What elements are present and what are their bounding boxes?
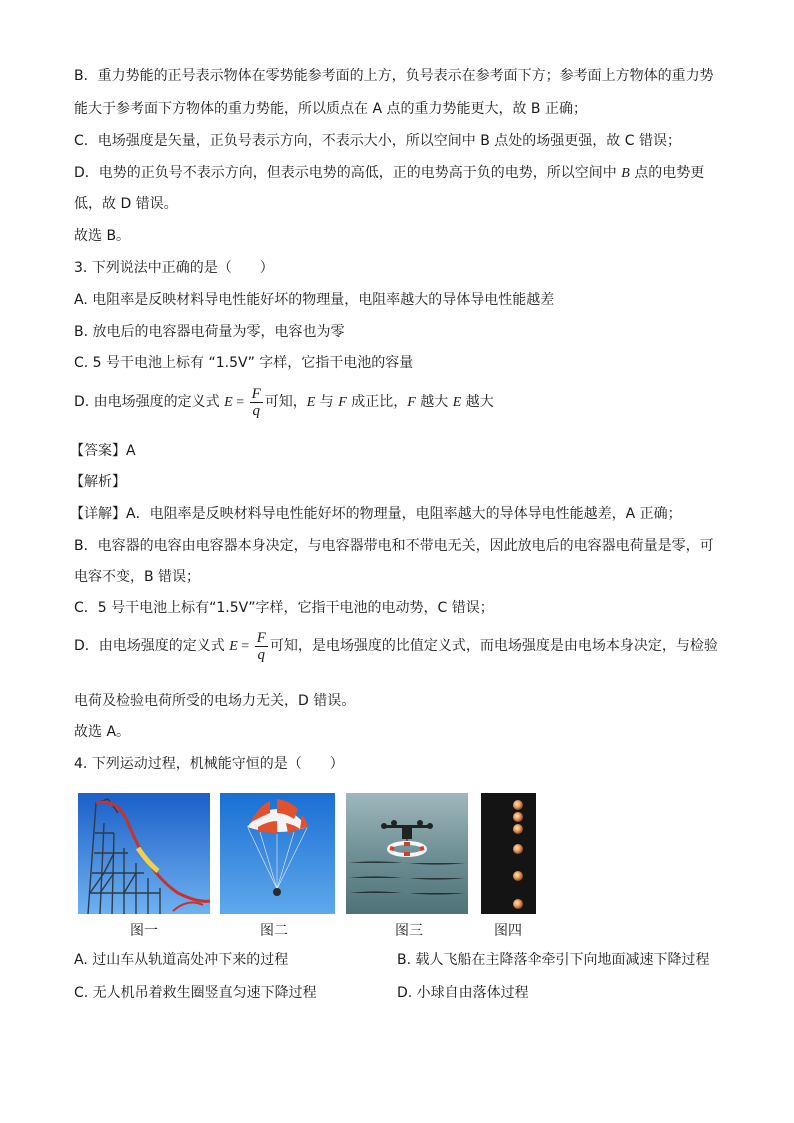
answer-line (70, 441, 136, 461)
q3-option-c: C. 5 号干电池上标有 “1.5V” 字样，它指干电池的容量 (74, 355, 414, 371)
q4-option-c: C. 无人机吊着救生圈竖直匀速下降过程 (74, 985, 317, 1001)
explain-a: 【详解】A．电阻率是反映材料导电性能好坏的物理量，电阻率越大的导体导电性能越差，A 正确； (70, 506, 682, 522)
explain-d-line2: 电荷及检验电荷所受的电场力无关，D 错误。 (74, 693, 356, 709)
answer-tag: 【答案】 (70, 443, 126, 459)
explain-b-line1: B．电容器的电容由电容器本身决定，与电容器带电和不带电无关，因此放电后的电容器电荷量是零，可 (74, 538, 714, 554)
prev-d-line2: 低，故 D 错误。 (74, 196, 178, 212)
prev-d-line1: D．电势的正负号不表示方向，但表示电势的高低，正的电势高于负的电势，所以空间中 B 点的电势更 (74, 165, 705, 181)
formula-fraction: $\frac{F}{q}$ (251, 385, 261, 419)
q3-choose: 故选 A。 (74, 724, 131, 740)
prev-choose: 故选 B。 (74, 228, 131, 244)
caption-figure-3: 图三 (395, 923, 423, 939)
figure-parachute (220, 793, 335, 914)
q3-option-b: B. 放电后的电容器电荷量为零，电容也为零 (74, 324, 345, 340)
q4-stem: 4. 下列运动过程，机械能守恒的是（ ） (74, 756, 344, 772)
q3-option-a: A. 电阻率是反映材料导电性能好坏的物理量，电阻率越大的导体导电性能越差 (74, 292, 555, 308)
q4-option-a: A. 过山车从轨道高处冲下来的过程 (74, 952, 289, 968)
figure-roller-coaster (78, 793, 210, 914)
q3-stem: 3. 下列说法中正确的是（ ） (74, 260, 274, 276)
explain-b-line2: 电容不变，B 错误； (74, 569, 201, 585)
prev-c-line: C．电场强度是矢量，正负号表示方向，不表示大小，所以空间中 B 点处的场强更强，故 C 错误； (74, 133, 681, 149)
analysis-tag: 【解析】 (70, 474, 126, 490)
q4-option-b: B. 载人飞船在主降落伞牵引下向地面减速下降过程 (397, 952, 710, 968)
caption-figure-2: 图二 (260, 923, 288, 939)
caption-figure-4: 图四 (494, 923, 522, 939)
answer-value: A (126, 443, 136, 459)
explain-c: C．5 号干电池上标有“1.5V”字样，它指干电池的电动势，C 错误； (74, 600, 494, 616)
prev-b-line2: 能大于参考面下方物体的重力势能，所以质点在 A 点的重力势能更大，故 B 正确； (74, 101, 587, 117)
detail-tag: 【详解】 (70, 506, 126, 522)
figure-free-fall (481, 793, 536, 914)
q4-option-d: D. 小球自由落体过程 (397, 985, 529, 1001)
caption-figure-1: 图一 (130, 923, 158, 939)
prev-b-line1: B．重力势能的正号表示物体在零势能参考面的上方，负号表示在参考面下方；参考面上方物体的重力势 (74, 68, 714, 84)
figure-drone (346, 793, 468, 914)
q3-option-d: D. 由电场强度的定义式 E = $\frac{F}{q}$ 可知，E 与 F 成正比，F 越大 E 越大 (74, 385, 494, 419)
explain-d-line1: D．由电场强度的定义式 E = $\frac{F}{q}$ 可知，是电场强度的比值定义式，而电场强度是由电场本身决定，与检验 (74, 629, 718, 663)
formula-fraction: $\frac{F}{q}$ (256, 629, 266, 663)
